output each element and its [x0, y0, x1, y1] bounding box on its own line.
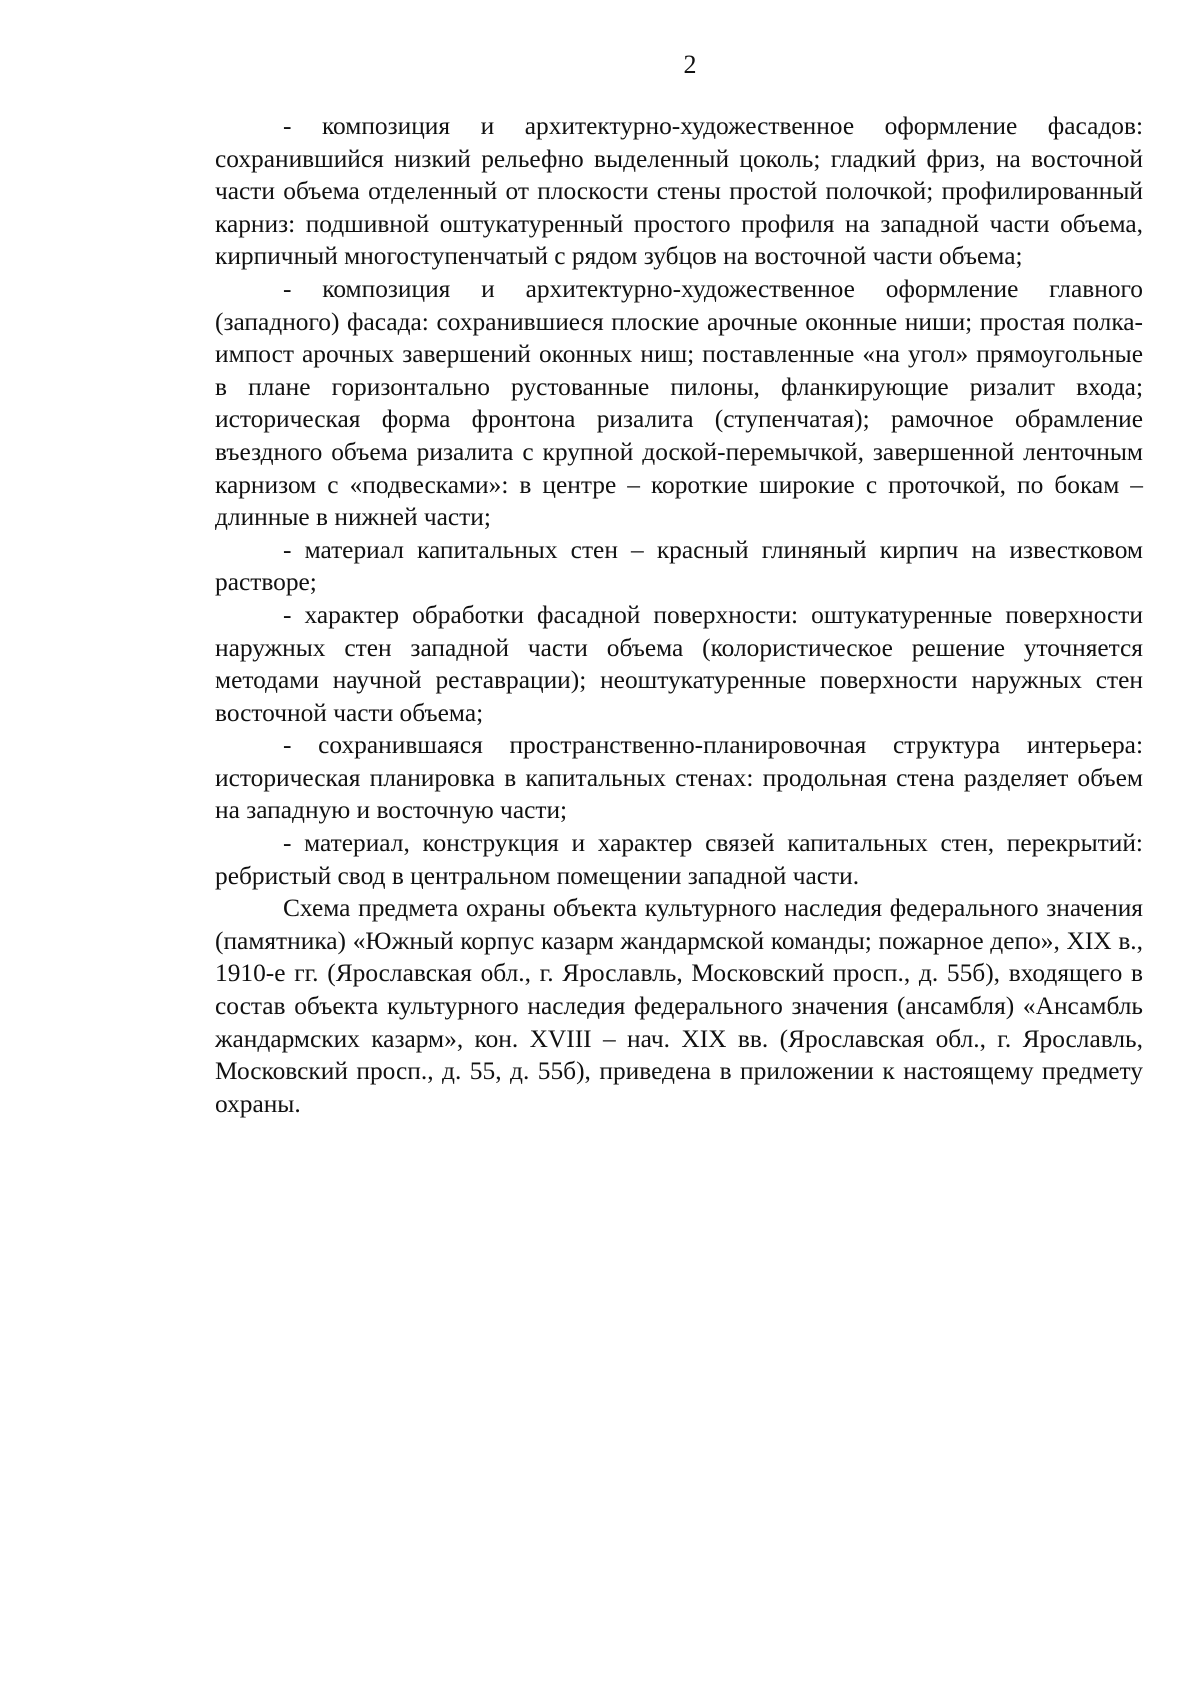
paragraph-protection-scheme: Схема предмета охраны объекта культурного наследия федерального значения (памятника) «Южный корпус казарм жандармской команды; пожарное депо», XIX в., 1910-е гг. (Ярославская обл., г. Ярославль, Московский просп., д. 55б), входящего в состав объекта культурного наследия федерального значения (ансамбля) «Ансамбль жандармских казарм», кон. XVIII – нач. XIX вв. (Ярославская обл., г. Ярославль, Московский просп., д. 55, д. 55б), приведена в приложении к настоящему предмету охраны. [215, 894, 1143, 1118]
paragraph-wall-material: - материал капитальных стен – красный глиняный кирпич на известковом растворе; [215, 535, 1143, 597]
paragraph-main-facade-composition: - композиция и архитектурно-художественное оформление главного (западного) фасада: сохранившиеся плоские арочные оконные ниши; простая полка-импост арочных завершений оконных ниш; поставленные «на угол» прямоугольные в плане горизонтально рустованные пилоны, фланкирующие ризалит входа; историческая форма фронтона ризалита (ступенчатая); рамочное обрамление въездного объема ризалита с крупной доской-перемычкой, завершенной ленточным карнизом с «подвесками»: в центре – короткие широкие с проточкой, по бокам – длинные в нижней части; [215, 274, 1143, 532]
paragraph-wall-construction: - материал, конструкция и характер связей капитальных стен, перекрытий: ребристый свод в центральном помещении западной части. [215, 829, 1143, 890]
paragraph-facade-surface: - характер обработки фасадной поверхности: оштукатуренные поверхности наружных стен западной части объема (колористическое решение уточняется методами научной реставрации); неоштукатуренные поверхности наружных стен восточной части объема; [215, 600, 1143, 727]
paragraph-interior-structure: - сохранившаяся пространственно-планировочная структура интерьера: историческая планировка в капитальных стенах: продольная стена разделяет объем на западную и восточную части; [215, 731, 1143, 825]
paragraph-facades-composition: - композиция и архитектурно-художественное оформление фасадов: сохранившийся низкий рельефно выделенный цоколь; гладкий фриз, на восточной части объема отделенный от плоскости стены простой полочкой; профилированный карниз: подшивной оштукатуренный простого профиля на западной части объема, кирпичный многоступенчатый с рядом зубцов на восточной части объема; [215, 112, 1143, 271]
page-number: 2 [683, 50, 697, 79]
document-body [215, 110, 1143, 1120]
